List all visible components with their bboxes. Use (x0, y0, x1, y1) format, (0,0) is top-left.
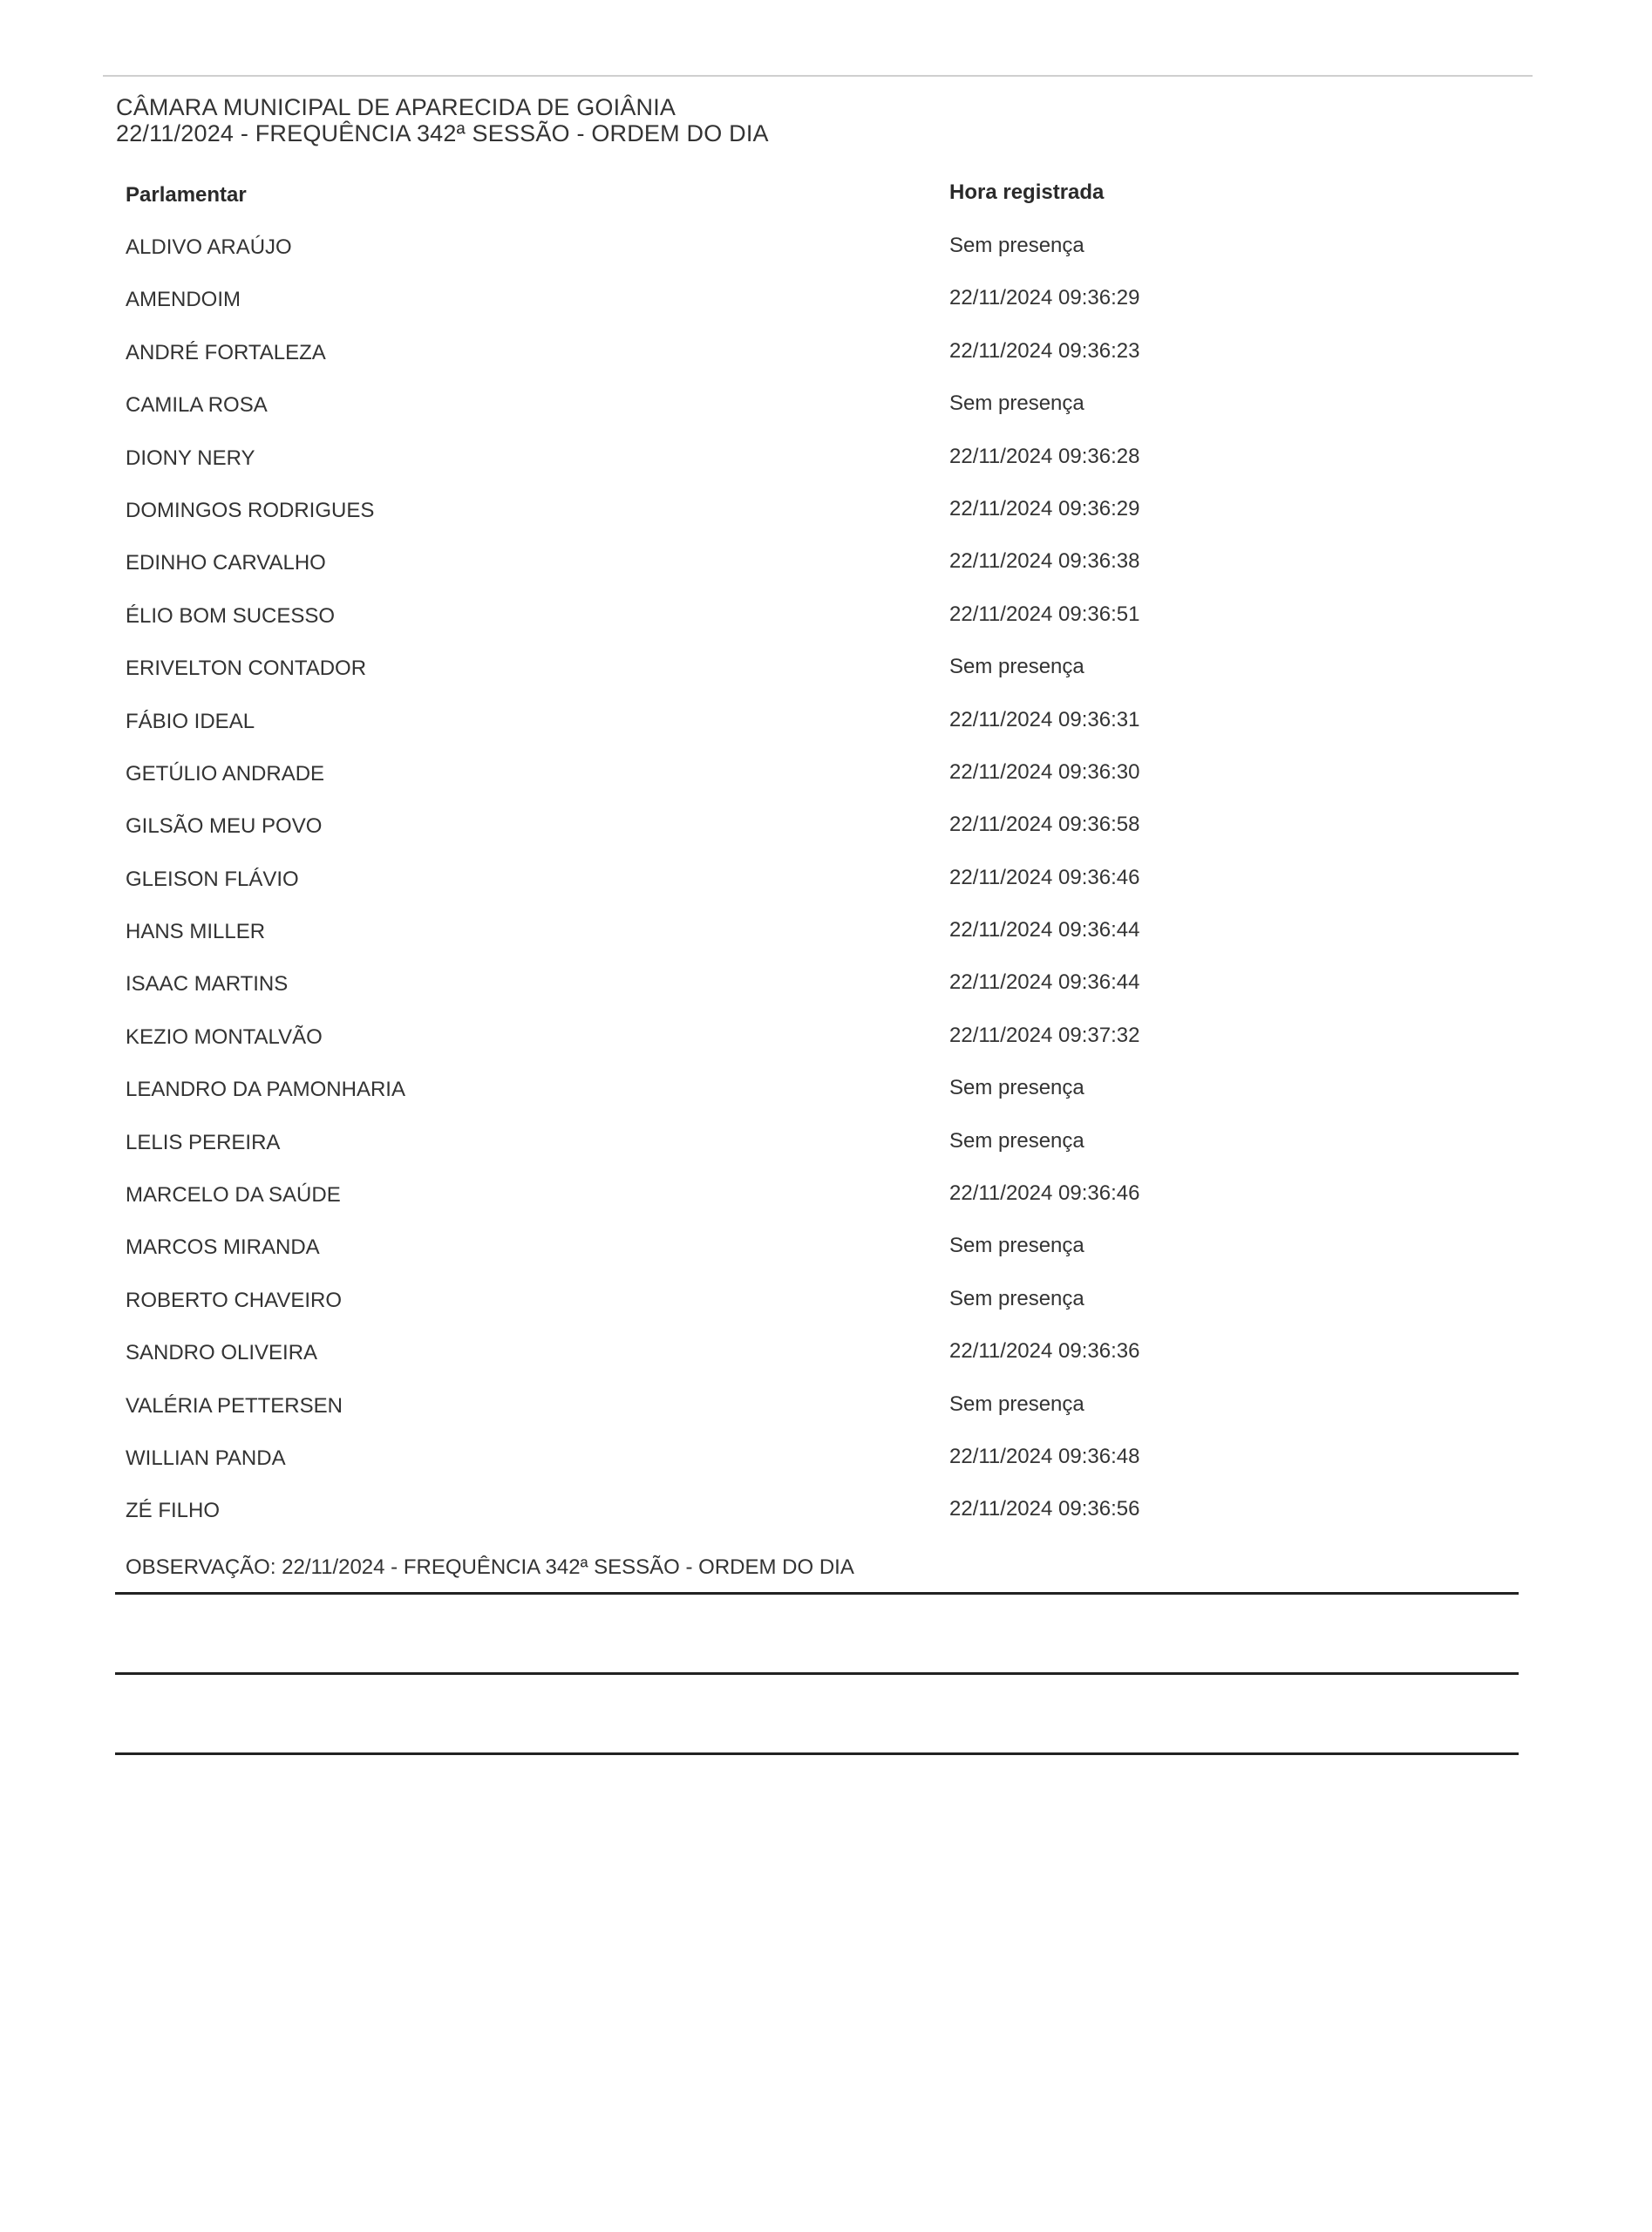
table-row (126, 338, 1433, 393)
table-row (126, 1128, 1433, 1183)
table-row (126, 1078, 1433, 1130)
parlamentar-name: EDINHO CARVALHO (126, 551, 326, 575)
hora-registrada: 22/11/2024 09:36:46 (949, 865, 1140, 889)
hora-registrada: 22/11/2024 09:36:56 (949, 1497, 1140, 1521)
table-row (126, 972, 1433, 1024)
table-row (126, 759, 1433, 814)
table-row (126, 604, 1433, 657)
parlamentar-name: ERIVELTON CONTADOR (126, 657, 367, 681)
hora-registrada: 22/11/2024 09:36:31 (949, 707, 1140, 732)
table-row (126, 1394, 1433, 1446)
table-row (126, 446, 1433, 499)
parlamentar-name: SANDRO OLIVEIRA (126, 1341, 318, 1365)
parlamentar-name: CAMILA ROSA (126, 393, 268, 418)
hora-registrada: 22/11/2024 09:36:51 (949, 602, 1140, 626)
parlamentar-name: HANS MILLER (126, 920, 266, 944)
hora-registrada: 22/11/2024 09:36:58 (949, 813, 1140, 837)
table-row (126, 393, 1433, 446)
document-header (116, 94, 769, 146)
parlamentar-name: ANDRÉ FORTALEZA (126, 340, 326, 364)
parlamentar-name: KEZIO MONTALVÃO (126, 1024, 323, 1049)
hora-registrada: Sem presença (949, 1392, 1084, 1416)
hora-registrada: Sem presença (949, 391, 1084, 416)
parlamentar-name: ROBERTO CHAVEIRO (126, 1288, 343, 1312)
parlamentar-name: LELIS PEREIRA (126, 1130, 281, 1154)
parlamentar-name: GLEISON FLÁVIO (126, 867, 299, 891)
table-row (126, 707, 1433, 762)
parlamentar-name: GILSÃO MEU POVO (126, 814, 323, 839)
table-row (126, 1341, 1433, 1393)
hora-registrada: 22/11/2024 09:36:29 (949, 496, 1140, 521)
hora-registrada: Sem presença (949, 1076, 1084, 1100)
hora-registrada: 22/11/2024 09:37:32 (949, 1023, 1140, 1047)
parlamentar-name: ZÉ FILHO (126, 1499, 221, 1523)
observation-text: OBSERVAÇÃO: 22/11/2024 - FREQUÊNCIA 342ª SESSÃO - ORDEM DO DIA (126, 1555, 854, 1579)
parlamentar-name: LEANDRO DA PAMONHARIA (126, 1078, 405, 1102)
parlamentar-name: DOMINGOS RODRIGUES (126, 498, 375, 522)
table-row (126, 1235, 1433, 1288)
parlamentar-name: ALDIVO ARAÚJO (126, 235, 292, 259)
parlamentar-name: GETÚLIO ANDRADE (126, 761, 325, 786)
table-row (126, 1183, 1433, 1235)
table-row (126, 551, 1433, 603)
parlamentar-name: MARCELO DA SAÚDE (126, 1183, 341, 1208)
hora-registrada: 22/11/2024 09:36:38 (949, 549, 1140, 574)
attendance-table (126, 180, 1433, 1523)
parlamentar-name: AMENDOIM (126, 288, 241, 312)
session-title: 22/11/2024 - FREQUÊNCIA 342ª SESSÃO - ORDEM DO DIA (116, 120, 769, 146)
hora-registrada: 22/11/2024 09:36:28 (949, 444, 1140, 468)
column-header-hora-registrada: Hora registrada (949, 180, 1105, 204)
table-row (126, 1499, 1433, 1551)
top-divider (103, 75, 1533, 77)
hora-registrada: 22/11/2024 09:36:36 (949, 1339, 1140, 1364)
table-body (126, 235, 1433, 1552)
signature-line-1 (115, 1592, 1519, 1595)
table-row (126, 235, 1433, 288)
parlamentar-name: ÉLIO BOM SUCESSO (126, 603, 336, 628)
table-row (126, 814, 1433, 867)
parlamentar-name: VALÉRIA PETTERSEN (126, 1393, 343, 1418)
hora-registrada: 22/11/2024 09:36:46 (949, 1181, 1140, 1206)
hora-registrada: 22/11/2024 09:36:44 (949, 918, 1140, 942)
hora-registrada: Sem presença (949, 1234, 1084, 1258)
hora-registrada: 22/11/2024 09:36:44 (949, 970, 1140, 995)
hora-registrada: 22/11/2024 09:36:23 (949, 338, 1140, 363)
hora-registrada: Sem presença (949, 1128, 1084, 1153)
table-row (126, 1446, 1433, 1499)
table-row (126, 1025, 1433, 1078)
hora-registrada: Sem presença (949, 655, 1084, 679)
hora-registrada: 22/11/2024 09:36:30 (949, 759, 1140, 784)
table-row (126, 920, 1433, 972)
table-row (126, 496, 1433, 551)
table-row (126, 657, 1433, 709)
table-row (126, 865, 1433, 920)
table-row (126, 1286, 1433, 1341)
table-row (126, 288, 1433, 340)
hora-registrada: 22/11/2024 09:36:48 (949, 1444, 1140, 1468)
signature-line-3 (115, 1752, 1519, 1755)
hora-registrada: Sem presença (949, 1286, 1084, 1310)
parlamentar-name: FÁBIO IDEAL (126, 709, 255, 733)
table-header (126, 180, 1433, 218)
hora-registrada: 22/11/2024 09:36:29 (949, 286, 1140, 310)
institution-title: CÂMARA MUNICIPAL DE APARECIDA DE GOIÂNIA (116, 94, 676, 120)
hora-registrada: Sem presença (949, 234, 1084, 257)
signature-line-2 (115, 1672, 1519, 1675)
column-header-parlamentar: Parlamentar (126, 183, 247, 207)
parlamentar-name: WILLIAN PANDA (126, 1446, 286, 1470)
parlamentar-name: ISAAC MARTINS (126, 972, 289, 997)
parlamentar-name: DIONY NERY (126, 446, 255, 470)
parlamentar-name: MARCOS MIRANDA (126, 1235, 320, 1260)
